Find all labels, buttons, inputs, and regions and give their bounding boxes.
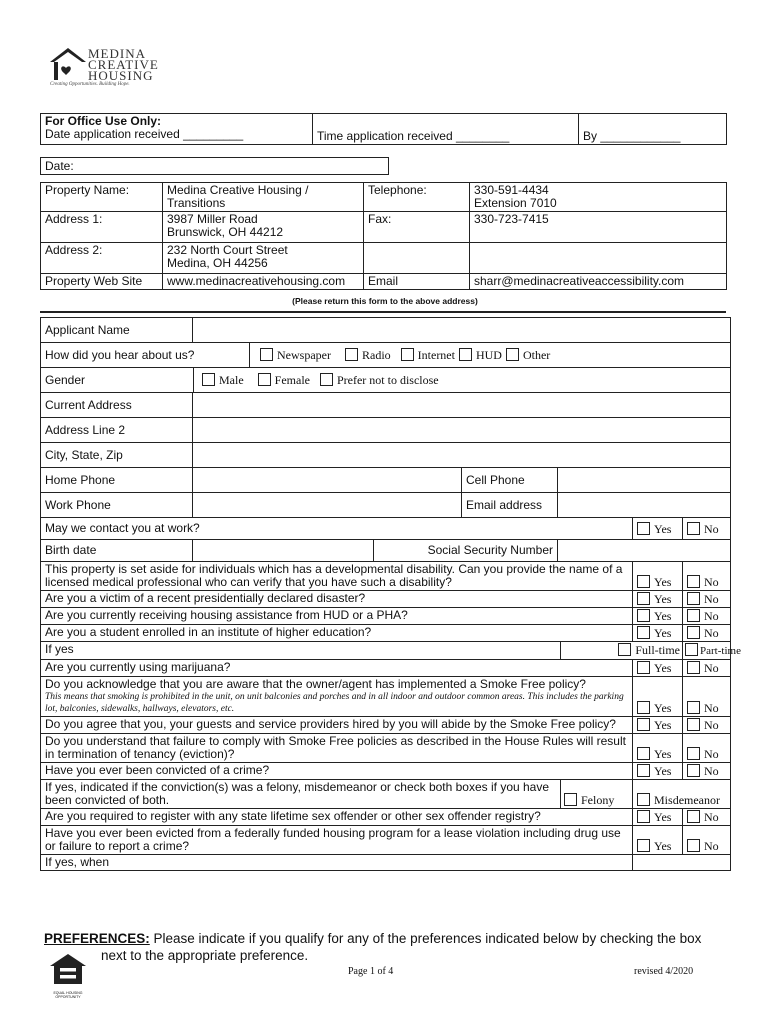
parttime-label: Part-time xyxy=(700,645,741,657)
no-label: No xyxy=(704,764,719,778)
q-evicted: Have you ever been evicted from a federally funded housing program for a lease violation including drug use or failure to report a crime? xyxy=(41,826,633,855)
misdemeanor-label: Misdemeanor xyxy=(654,793,720,807)
q-smoke-free-ack: Do you acknowledge that you are aware that the owner/agent has implemented a Smoke Free policy? xyxy=(45,677,586,691)
option-label: Radio xyxy=(361,348,391,362)
applicant-table xyxy=(40,317,731,562)
no-label: No xyxy=(704,626,719,640)
address-line2-input[interactable] xyxy=(193,418,731,443)
yes-label: Yes xyxy=(654,626,672,640)
checkbox[interactable] xyxy=(637,747,650,760)
logo xyxy=(48,44,158,92)
q-housing-assistance-no[interactable] xyxy=(683,608,731,625)
hear-about-label: How did you hear about us? xyxy=(45,347,195,362)
address2-label: Address 2: xyxy=(41,243,163,274)
house-logo-icon xyxy=(48,46,88,82)
email-address-input[interactable] xyxy=(558,493,731,518)
yes-label: Yes xyxy=(654,839,672,853)
hear-hud-option[interactable] xyxy=(455,348,502,362)
checkbox[interactable] xyxy=(687,592,700,605)
revised-date: revised 4/2020 xyxy=(634,966,694,977)
yes-label: Yes xyxy=(654,575,672,589)
q-smoke-free-agree-no[interactable] xyxy=(683,717,731,734)
q-evicted-when-label: If yes, when xyxy=(41,855,633,871)
checkbox[interactable] xyxy=(637,701,650,714)
equal-housing-logo xyxy=(48,952,88,998)
q-conviction-felony[interactable] xyxy=(561,780,633,809)
checkbox[interactable] xyxy=(258,373,271,386)
no-label: No xyxy=(704,701,719,715)
website-value: www.medinacreativehousing.com xyxy=(163,274,364,290)
property-name-value-2: Transitions xyxy=(167,196,226,210)
yes-label: Yes xyxy=(654,701,672,715)
q-disability-no[interactable] xyxy=(683,562,731,591)
q-disaster-yes[interactable] xyxy=(633,591,683,608)
yes-label: Yes xyxy=(654,521,672,536)
checkbox[interactable] xyxy=(687,575,700,588)
logo-line-3: HOUSING xyxy=(88,68,154,83)
q-housing-assistance: Are you currently receiving housing assistance from HUD or a PHA? xyxy=(41,608,633,625)
checkbox[interactable] xyxy=(687,609,700,622)
fulltime-label: Full-time xyxy=(635,643,681,657)
option-label: HUD xyxy=(475,348,502,362)
checkbox[interactable] xyxy=(618,643,631,656)
yes-label: Yes xyxy=(654,747,672,761)
q-marijuana-yes[interactable] xyxy=(633,660,683,677)
q-smoke-free-note: This means that smoking is prohibited in the unit, on unit balconies and porches and in all indoor and outdoor common areas. This includes the parking lot, balconies, sidewalks, hallways, elevators, etc. xyxy=(45,692,624,714)
gender-female-option[interactable] xyxy=(244,373,310,387)
yes-label: Yes xyxy=(654,661,672,675)
address1-value: 3987 Miller Road xyxy=(167,212,258,226)
q-housing-assistance-yes[interactable] xyxy=(633,608,683,625)
q-sex-offender-no[interactable] xyxy=(683,809,731,826)
q-smoke-free-eviction-yes[interactable] xyxy=(633,734,683,763)
no-label: No xyxy=(704,661,719,675)
city-state-zip-input[interactable] xyxy=(193,443,731,468)
website-label: Property Web Site xyxy=(41,274,163,290)
q-smoke-free-agree: Do you agree that you, your guests and service providers hired by you will abide by the Smoke Free policy? xyxy=(41,717,633,734)
preferences-text-2: next to the appropriate preference. xyxy=(101,948,309,963)
by-field[interactable]: By ____________ xyxy=(583,129,681,143)
no-label: No xyxy=(704,575,719,589)
q-disability-yes[interactable] xyxy=(633,562,683,591)
logo-line-2: CREATIVE xyxy=(88,57,159,72)
checkbox[interactable] xyxy=(637,718,650,731)
gender-label: Gender xyxy=(45,372,86,387)
q-evicted-when-input[interactable] xyxy=(633,855,731,871)
checkbox[interactable] xyxy=(564,793,577,806)
gender-male-option[interactable] xyxy=(194,373,244,387)
date-label: Date: xyxy=(45,159,74,173)
gender-prefer-not-option[interactable] xyxy=(310,373,439,387)
date-field[interactable] xyxy=(40,157,389,175)
logo-line-1: MEDINA xyxy=(88,46,146,61)
checkbox[interactable] xyxy=(687,626,700,639)
telephone-value: 330-591-4434 xyxy=(474,183,549,197)
no-label: No xyxy=(704,521,719,536)
time-received-field[interactable]: Time application received ________ xyxy=(317,129,510,143)
checkbox[interactable] xyxy=(637,626,650,639)
checkbox[interactable] xyxy=(637,575,650,588)
q-student-parttime[interactable] xyxy=(683,642,741,660)
current-address-label: Current Address xyxy=(41,393,193,418)
property-name-label: Property Name: xyxy=(41,183,163,212)
hear-internet-option[interactable] xyxy=(391,348,455,362)
preferences-heading: PREFERENCES: xyxy=(44,931,150,946)
address-line2-label: Address Line 2 xyxy=(41,418,193,443)
office-use-table xyxy=(40,113,727,145)
option-label: Male xyxy=(219,373,244,387)
checkbox[interactable] xyxy=(687,718,700,731)
no-label: No xyxy=(704,609,719,623)
q-conviction-misdemeanor[interactable] xyxy=(633,780,731,809)
q-convicted: Have you ever been convicted of a crime? xyxy=(41,763,633,780)
telephone-label: Telephone: xyxy=(364,183,470,212)
hear-radio-option[interactable] xyxy=(331,348,391,362)
cell-phone-input[interactable] xyxy=(558,468,731,493)
no-label: No xyxy=(704,839,719,853)
checkbox[interactable] xyxy=(401,348,414,361)
checkbox[interactable] xyxy=(202,373,215,386)
q-student-fulltime[interactable] xyxy=(561,642,683,660)
equal-housing-icon xyxy=(48,952,88,986)
q-sex-offender-yes[interactable] xyxy=(633,809,683,826)
birth-date-label: Birth date xyxy=(41,540,193,562)
checkbox[interactable] xyxy=(637,609,650,622)
contact-work-no[interactable] xyxy=(683,518,731,540)
option-label: Prefer not to disclose xyxy=(336,373,439,387)
checkbox[interactable] xyxy=(637,661,650,674)
checkbox[interactable] xyxy=(637,839,650,852)
office-use-title: For Office Use Only: xyxy=(45,114,162,128)
return-note: (Please return this form to the above address) xyxy=(292,296,478,306)
checkbox[interactable] xyxy=(260,348,273,361)
divider xyxy=(40,311,726,313)
felony-label: Felony xyxy=(581,793,615,807)
checkbox[interactable] xyxy=(687,661,700,674)
checkbox[interactable] xyxy=(637,522,650,535)
q-evicted-yes[interactable] xyxy=(633,826,683,855)
checkbox[interactable] xyxy=(506,348,519,361)
city-state-zip-label: City, State, Zip xyxy=(41,443,193,468)
checkbox[interactable] xyxy=(459,348,472,361)
page-number: Page 1 of 4 xyxy=(348,966,394,977)
yes-label: Yes xyxy=(654,718,672,732)
checkbox[interactable] xyxy=(637,764,650,777)
applicant-name-label: Applicant Name xyxy=(41,318,193,343)
hear-newspaper-option[interactable] xyxy=(250,348,331,362)
q-student-no[interactable] xyxy=(683,625,731,642)
checkbox[interactable] xyxy=(637,592,650,605)
option-label: Internet xyxy=(417,348,455,362)
address1-label: Address 1: xyxy=(41,212,163,243)
q-student-yes[interactable] xyxy=(633,625,683,642)
q-evicted-no[interactable] xyxy=(683,826,731,855)
q-convicted-yes[interactable] xyxy=(633,763,683,780)
telephone-extension: Extension 7010 xyxy=(474,196,557,210)
q-smoke-free-ack-no[interactable] xyxy=(683,677,731,717)
checkbox[interactable] xyxy=(687,522,700,535)
email-value: sharr@medinacreativeaccessibility.com xyxy=(470,274,727,290)
work-phone-input[interactable] xyxy=(193,493,462,518)
questions-table xyxy=(40,561,741,871)
no-label: No xyxy=(704,592,719,606)
preferences-text: Please indicate if you qualify for any of the preferences indicated below by checking the box xyxy=(149,931,702,946)
checkbox[interactable] xyxy=(687,810,700,823)
contact-work-yes[interactable] xyxy=(633,518,683,540)
checkbox[interactable] xyxy=(320,373,333,386)
property-name-value: Medina Creative Housing / xyxy=(167,183,309,197)
checkbox[interactable] xyxy=(687,839,700,852)
q-smoke-free-eviction: Do you understand that failure to comply with Smoke Free policies as described in the House Rules will result in termination of tenancy (eviction)? xyxy=(41,734,633,763)
option-label: Other xyxy=(522,348,551,362)
contact-work-label: May we contact you at work? xyxy=(41,518,633,540)
q-sex-offender: Are you required to register with any state lifetime sex offender or other sex offender registry? xyxy=(41,809,633,826)
work-phone-label: Work Phone xyxy=(41,493,193,518)
q-student: Are you a student enrolled in an institute of higher education? xyxy=(41,625,633,642)
current-address-input[interactable] xyxy=(193,393,731,418)
no-label: No xyxy=(704,747,719,761)
hear-other-option[interactable] xyxy=(502,348,550,362)
email-address-label: Email address xyxy=(462,493,558,518)
option-label: Female xyxy=(274,373,310,387)
q-student-ifyes: If yes xyxy=(41,642,561,660)
checkbox[interactable] xyxy=(687,747,700,760)
applicant-name-input[interactable] xyxy=(193,318,731,343)
q-disaster-no[interactable] xyxy=(683,591,731,608)
no-label: No xyxy=(704,810,719,824)
home-phone-label: Home Phone xyxy=(41,468,193,493)
eho-text: EQUAL HOUSING OPPORTUNITY xyxy=(53,991,83,999)
address1-city: Brunswick, OH 44212 xyxy=(167,225,284,239)
address2-city: Medina, OH 44256 xyxy=(167,256,268,270)
q-smoke-free-eviction-no[interactable] xyxy=(683,734,731,763)
cell-phone-label: Cell Phone xyxy=(462,468,558,493)
ssn-label: Social Security Number xyxy=(374,540,558,562)
logo-tagline: Creating Opportunities. Building Hope. xyxy=(50,82,130,87)
birth-date-input[interactable] xyxy=(193,540,374,562)
yes-label: Yes xyxy=(654,764,672,778)
email-label: Email xyxy=(364,274,470,290)
option-label: Newspaper xyxy=(277,348,331,362)
checkbox[interactable] xyxy=(685,643,698,656)
q-disaster: Are you a victim of a recent presidentially declared disaster? xyxy=(41,591,633,608)
checkbox[interactable] xyxy=(637,810,650,823)
property-table xyxy=(40,182,727,290)
q-conviction-type: If yes, indicated if the conviction(s) was a felony, misdemeanor or check both boxes if you have been convicted of both. xyxy=(41,780,561,809)
yes-label: Yes xyxy=(654,810,672,824)
q-smoke-free-ack-yes[interactable] xyxy=(633,677,683,717)
home-phone-input[interactable] xyxy=(193,468,462,493)
checkbox[interactable] xyxy=(345,348,358,361)
q-smoke-free-agree-yes[interactable] xyxy=(633,717,683,734)
q-marijuana: Are you currently using marijuana? xyxy=(41,660,633,677)
address2-value: 232 North Court Street xyxy=(167,243,288,257)
yes-label: Yes xyxy=(654,609,672,623)
fax-value: 330-723-7415 xyxy=(470,212,727,243)
checkbox[interactable] xyxy=(637,793,650,806)
checkbox[interactable] xyxy=(687,701,700,714)
q-marijuana-no[interactable] xyxy=(683,660,731,677)
ssn-input[interactable] xyxy=(558,540,731,562)
checkbox[interactable] xyxy=(687,764,700,777)
q-convicted-no[interactable] xyxy=(683,763,731,780)
fax-label: Fax: xyxy=(364,212,470,243)
q-disability: This property is set aside for individuals which has a developmental disability. Can you provide the name of a licensed medical professional who can verify that you have such a disability? xyxy=(41,562,633,591)
date-received-field[interactable]: Date application received _________ xyxy=(45,127,244,141)
no-label: No xyxy=(704,718,719,732)
yes-label: Yes xyxy=(654,592,672,606)
